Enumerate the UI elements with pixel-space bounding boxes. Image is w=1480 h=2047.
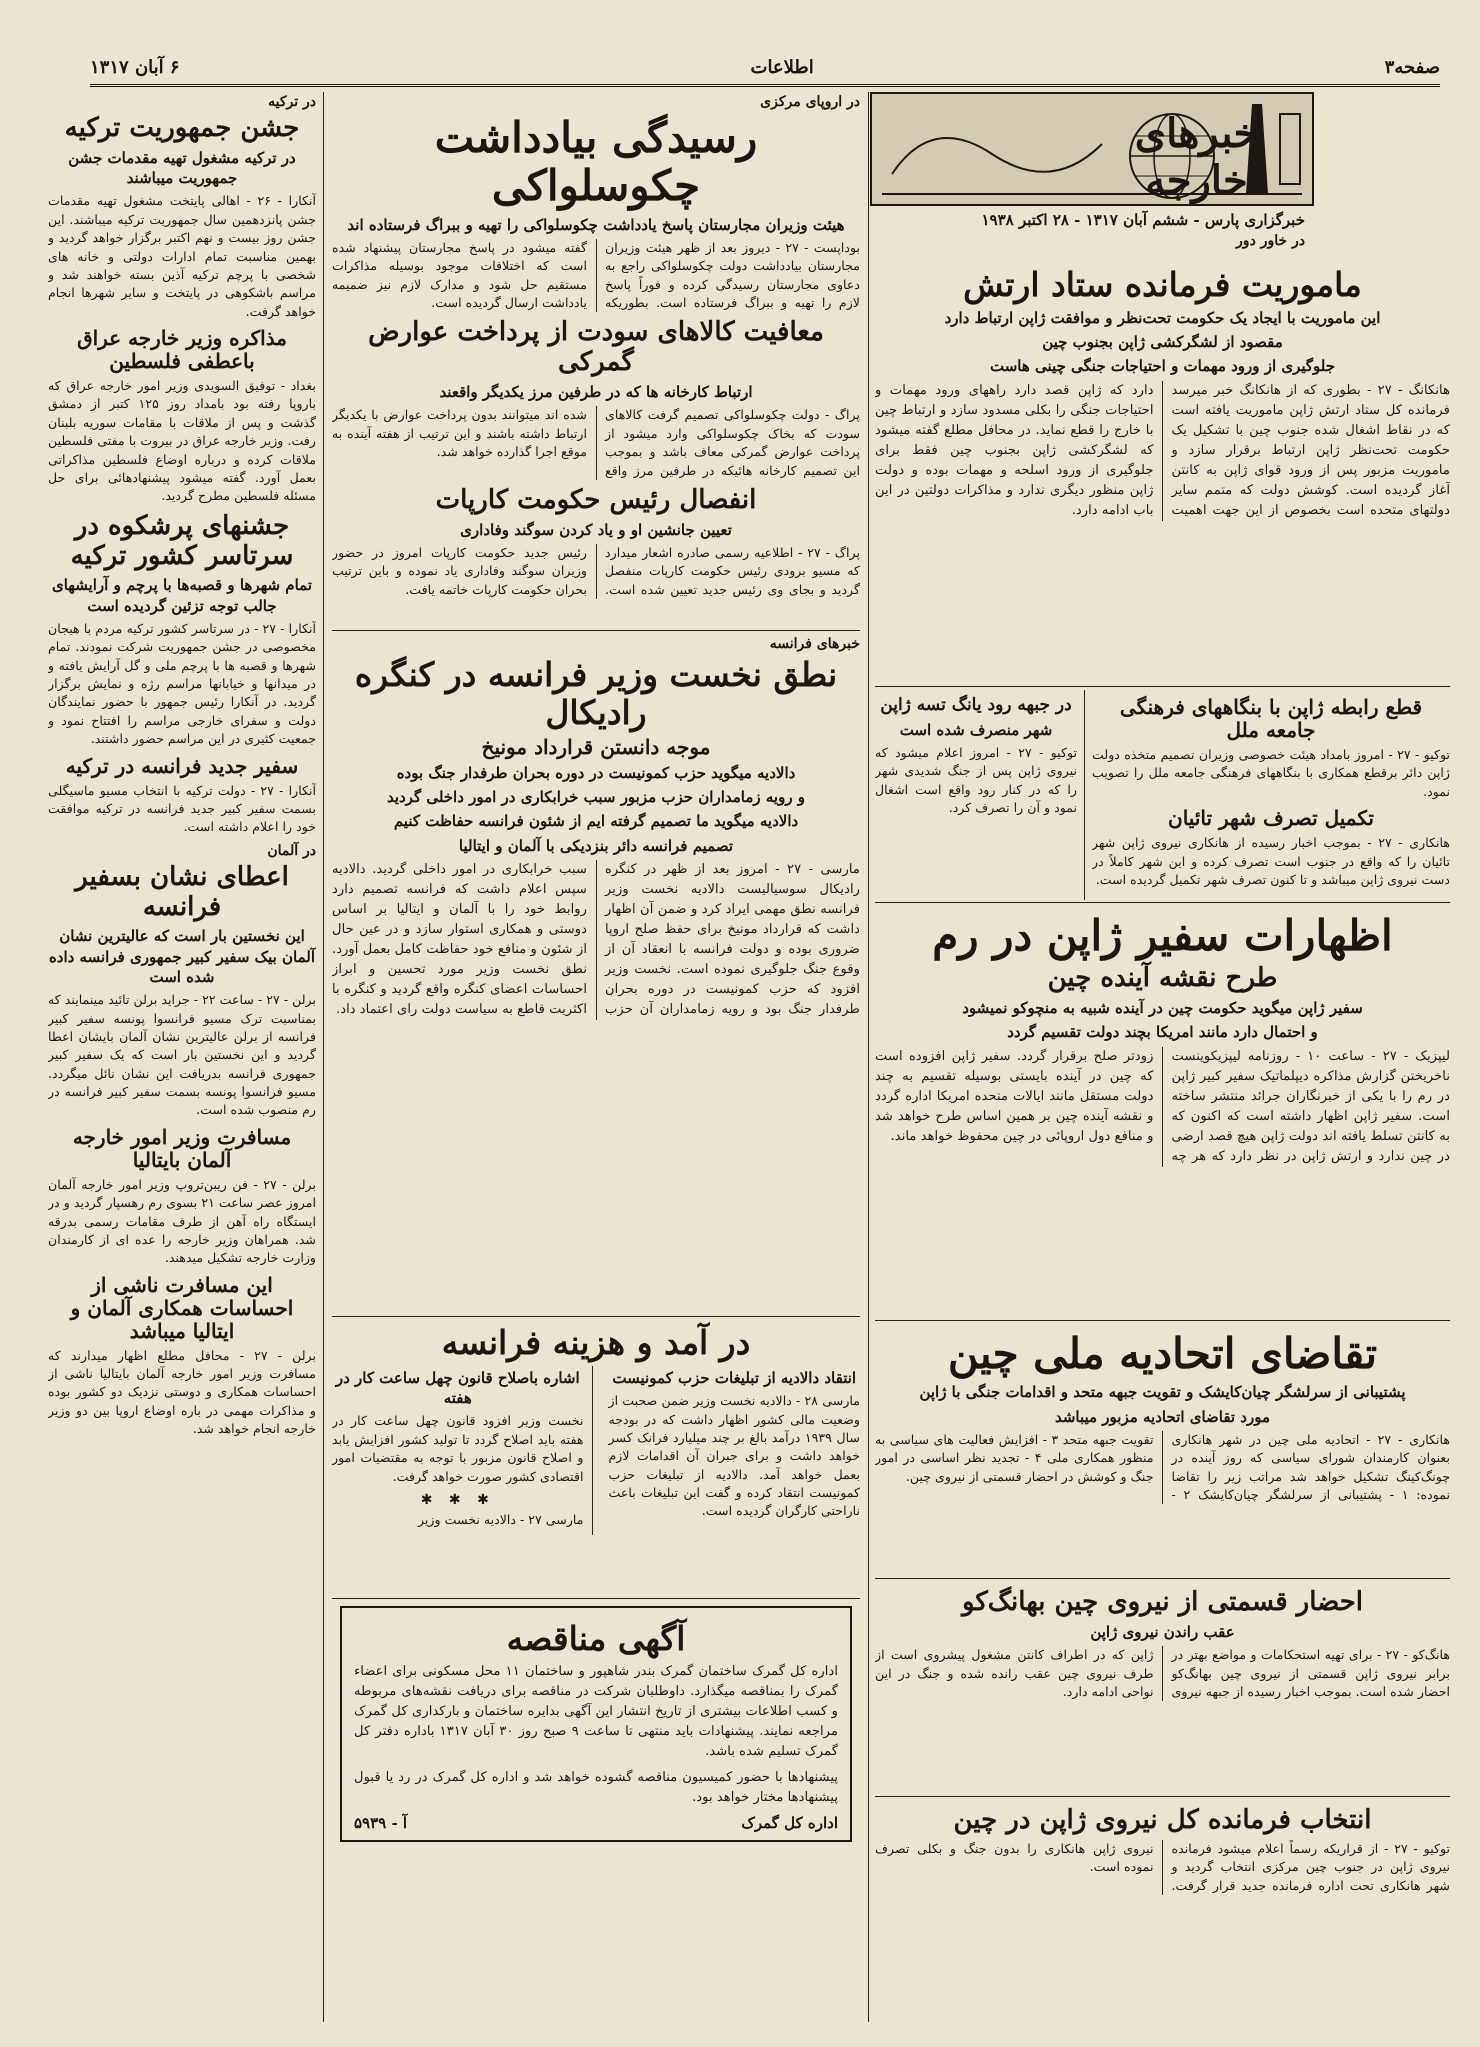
newspaper-name: اطلاعات — [750, 56, 814, 78]
section-kicker: در ترکیه — [268, 94, 316, 110]
headline: مذاکره وزیر خارجه عراق باعطفی فلسطین — [77, 326, 287, 374]
article-body: برلن - ۲۷ - فن ریبن‌تروپ وزیر امور خارجه آلمان امروز عصر ساعت ۲۱ بسوی رم رهسپار گردید و در ایستگاه راه آهن از طرف مقامات رسمی بدرقه شد. همراهان وزیر خارجه را عده ای از کارمندان وزارت خارجه تشکیل میدهند. — [48, 1176, 316, 1266]
headline: اعطای نشان بسفیر فرانسه — [75, 861, 289, 922]
central-europe-section — [332, 92, 860, 612]
column-rule — [323, 92, 324, 2022]
headline: تقاضای اتحادیه ملی چین — [947, 1329, 1378, 1378]
article-body: آنکارا - ۲۷ - در سرتاسر کشور ترکیه مردم با هیجان مخصوصی در جشن جمهوریت شرکت نمودند. تمام شهرها و قصبه ها با پرچم ملی و گل آرایش یافته و در میدانها و خیابانها مراسم رژه و نمایش برگزار گردید. در آنکارا رئیس جمهور با حضور نمایندگان دولت و سفرای خارجی مراسم را افتتاح نمود و جمعیت کثیری در این مراسم حضور داشتند. — [48, 620, 316, 747]
column-rule — [1084, 690, 1085, 900]
article-body: بغداد - توفیق السویدی وزیر امور خارجه عراق که باروپا رفته بود بامداد روز ۱۲۵ کتبر از دمشق گذشت و پس از ملاقات با مقامات سوریه بلبنان رفت. وزیر خارجه عراق در بیروت با مفتی فلسطین ملاقات کرده و درباره اوضاع فلسطین مذاکراتی بعمل آورد. گفته میشود پیشنهادهائی برای حل مسئله فلسطین مطرح گردید. — [48, 378, 316, 504]
section-rule — [875, 1320, 1450, 1321]
subhead: تصمیم فرانسه دائر بنزدیکی با آلمان و ایتالیا — [458, 836, 734, 855]
section-rule — [332, 1316, 860, 1317]
article-withdrawal — [875, 1584, 1450, 1794]
section-rule — [875, 1578, 1450, 1579]
headline: رسیدگی بیادداشت چکوسلواکی — [434, 113, 758, 211]
article-body: پراگ - دولت چکوسلواکی تصمیم گرفت کالاهای سودت که بخاک چکوسلواکی وارد میشود از پرداخت عوارض گمرکی معاف باشد و بموجب این تصمیم کارخانه هائیکه در طرفین مرز واقع شده اند میتوانند بدون پرداخت عوارض با یکدیگر ارتباط داشته باشند و این ترتیب از هفته آینده به موقع اجرا گذارده خواهد شد. — [332, 407, 860, 478]
left-column — [48, 92, 316, 2022]
section-rule — [332, 1598, 860, 1599]
section-kicker: خبرهای فرانسه — [769, 636, 860, 652]
subhead: جلوگیری از ورود مهمات و احتیاجات جنگی چینی هاست — [989, 357, 1336, 376]
article-body: توکیو - ۲۷ - امروز بامداد هیئت خصوصی وزیران تصمیم متخذه دولت ژاپن دائر برقطع همکاری با بنگاههای فرهنگی جامعه ملل را تصویب نمود. — [1092, 747, 1450, 799]
headline: تکمیل تصرف شهر تائیان — [1168, 806, 1374, 831]
headline: آگهی مناقصه — [506, 1619, 686, 1658]
section-rule — [875, 1796, 1450, 1797]
subhead: هیئت وزیران مجارستان پاسخ یادداشت چکوسلواکی را تهیه و ببراگ فرستاده اند — [347, 215, 845, 234]
foreign-news-title: خبرهای خارجه — [1134, 110, 1259, 204]
subhead: و رویه زمامداران حزب مزبور سبب خرابکاری در امور داخلی گردید — [386, 788, 806, 807]
headline: در آمد و هزینه فرانسه — [441, 1323, 751, 1362]
subhead: شهر منصرف شده است — [899, 720, 1053, 739]
issue-date: ۶ آبان ۱۳۱۷ — [90, 56, 180, 78]
column-rule — [868, 92, 869, 2022]
headline: انفصال رئیس حکومت کارپات — [435, 484, 757, 515]
subhead: عقب راندن نیروی ژاپن — [1090, 1622, 1235, 1641]
subhead: انتقاد دالادیه از تبلیغات حزب کمونیست — [612, 1368, 857, 1387]
subhead: و احتمال دارد مانند امریکا بچند دولت تقسیم گردد — [1007, 1023, 1318, 1042]
article-body: بوداپست - ۲۷ - دیروز بعد از ظهر هیئت وزیران مجارستان بیادداشت دولت چکوسلواکی راجع به دعاوی مجارستان رسیدگی کرده و فوراً پاسخ لازم را تهیه و ببراگ فرستاده است. بطوریکه گفته میشود در پاسخ مجارستان پیشنهاد شده است که اختلافات موجود بوسیله مذاکرات مستقیم حل شود و مدارک لازم نیز ضمیمه یادداشت ارسال گردیده است. — [332, 239, 860, 310]
article-france-speech — [332, 634, 860, 1294]
headline: سفیر جدید فرانسه در ترکیه — [65, 753, 299, 778]
section-rule — [875, 686, 1450, 687]
headline: انتخاب فرمانده کل نیروی ژاپن در چین — [953, 1805, 1372, 1835]
dateline: مارسی ۲۷ - دالادیه نخست وزیر — [417, 1511, 584, 1527]
subhead: ارتباط کارخانه ها که در طرفین مرز یکدیگر واقعند — [439, 383, 753, 402]
headline: مسافرت وزیر امور خارجه آلمان بایتالیا — [72, 1124, 292, 1172]
subhead: مقصود از لشگرکشی ژاپن بجنوب چین — [1042, 333, 1283, 352]
article-body: توکیو - ۲۷ - امروز اعلام میشود که نیروی ژاپن پس از جنگ شدیدی شهر را که در کنار رود واقع است اشغال نمود و آن را تصرف کرد. — [875, 744, 1077, 815]
subhead: سفیر ژاپن میگوید حکومت چین در آینده شبیه به منچوکو نمیشود — [962, 999, 1363, 1018]
ad-body: پیشنهادها با حضور کمیسیون مناقصه گشوده خواهد شد و اداره کل گمرک در رد یا قبول پیشنهادها مختار خواهد بود. — [354, 1770, 838, 1806]
separator-stars: ✱ ✱ ✱ — [420, 1491, 495, 1508]
article-commander — [875, 1802, 1450, 2022]
headline: احضار قسمتی از نیروی چین بهانگ‌کو — [961, 1587, 1364, 1617]
article-body: هانکاری - ۲۷ - اتحادیه ملی چین در شهر هانکاری بعنوان کارمندان شورای سیاسی که روز آینده در چونگ‌کینگ تشکیل خواهد شد مراتب زیر را تقاضا نموده: ۱ - پشتیبانی از سرلشگر چیان‌کایشک ۲ - تقویت جبهه متحد ۳ - افزایش فعالیت های سیاسی به منظور همکاری ملی ۴ - تجدید نظر اساسی در امور جنگ و کوشش در احضار قسمتی از نیروی چین. — [875, 1431, 1450, 1502]
article-body: هانکاری - ۲۷ - بموجب اخبار رسیده از هانکاری نیروی ژاپن شهر تائیان را که واقع در جنوب است تصرف کرده و این شهر کاملاً در دست نیروی ژاپن میباشد و تا کنون تصرف شهر تکمیل گردیده است. — [1092, 835, 1450, 887]
ad-footer — [354, 1814, 838, 1832]
article-body: توکیو - ۲۷ - از قراریکه رسماً اعلام میشود فرمانده نیروی ژاپن در جنوب چین مرکزی انتخاب گردید و شهر هانکاری تحت اداره فرمانده جدید قرار گرفت. نیروی ژاپن هانکاری را بدون جنگ و بکلی تصرف نموده است. — [875, 1840, 1450, 1893]
article-body: برلن - ۲۷ - ساعت ۲۲ - جراید برلن تائید مینمایند که بمناسبت ترک مسیو فرانسوا پونسه سفیر کبیر فرانسه از برلن عالیترین نشان آلمان بایشان اعطا گردید و این نخستین بار است که یک سفیر کبیر جمهوری فرانسه بدریافت این نشان نائل میگردد. مسیو فرانسوا پونسه بسمت سفیر کبیر فرانسه در رم منصوب شده است. — [48, 992, 316, 1118]
article-body: آنکارا - ۲۷ - دولت ترکیه با انتخاب مسیو ماسیگلی بسمت سفیر کبیر جدید فرانسه در ترکیه موافقت خود را اعلام داشته است. — [48, 782, 316, 835]
article-unity — [875, 1326, 1450, 1576]
subhead: دالادیه میگوید ما تصمیم گرفته ایم از شئون فرانسه حفاظت کنیم — [393, 812, 799, 831]
article-body: هانکانگ - ۲۷ - بطوری که از هانکانگ خبر میرسد فرمانده کل ستاد ارتش ژاپن ماموریت یافته است که در نقاط اشغال شده جنوب چین با تشکیل یک حکومت تحت‌نظر ژاپن ارتباط برقرار سازد و ماموریت مزبور پس از ورود قوای ژاپن به کانتن آغاز گردیده است. کوشش دولت که متمم سایر دولتهای متحده است بخصوص از این جهت اهمیت دارد که ژاپن قصد دارد راههای ورود مهمات و احتیاجات جنگی را بکلی مسدود سازد و ارتباط چین با خارج را قطع نماید. در محافل مطلع گفته میشود که لشگرکشی ژاپن بجنوب چین فقط برای جلوگیری از ورود اسلحه و مهمات بوده و دولت ژاپن منظور دیگری ندارد و مذاکرات دولتین در این باب ادامه دارد. — [875, 382, 1450, 519]
subhead: طرح نقشه آینده چین — [1047, 963, 1278, 994]
article-body: لیپزیک - ۲۷ - ساعت ۱۰ - روزنامه لیپزیکوینست ناخریختن گزارش مذاکره دیپلماتیک سفیر کبیر ژاپن در رم را با یکی از خبرنگاران جرائد منتشر ساخته است. سفیر ژاپن اظهار داشته است که اکنون که به کانتن تسلط یافته اند دولت ژاپن هیچ قصد ارضی در چین ندارد و ارتش ژاپن در نظر دارد که هر چه زودتر صلح برقرار گردد. سفیر ژاپن افزوده است که چین در آینده بایستی بوسیله تقسیم به چند دولت مستقل مانند ایالات متحده امریکا اداره گردد و نقشه آینده چین بر همین اساس طرح خواهد شد و منافع دول اروپائی در چین محفوظ خواهد ماند. — [875, 1048, 1450, 1164]
article-body: پراگ - ۲۷ - اطلاعیه رسمی صادره اشعار میدارد که مسیو برودی رئیس حکومت کارپات منفصل گردید و بجای وی رئیس جدید تعیین شده است. رئیس جدید حکومت کارپات امروز در حضور وزیران سوگند وفاداری یاد نموده و باین ترتیب بحران حکومت کارپات خاتمه یافت. — [332, 545, 860, 597]
subhead: موجه دانستن قرارداد مونیخ — [481, 734, 711, 759]
headline: جشن جمهوریت ترکیه — [64, 113, 300, 143]
article-body: نخست وزیر افزود قانون چهل ساعت کار در هفته باید اصلاح گردد تا تولید کشور افزایش یابد و اصلاح قانون مزبور با توجه به مقتضیات امور اقتصادی کشور صورت خواهد گرفت. — [332, 1413, 584, 1484]
revenue-columns — [332, 1366, 860, 1535]
subhead: دالادیه میگوید حزب کمونیست در دوره بحران طرفدار جنگ بوده — [396, 763, 796, 782]
section-kicker: در اروپای مرکزی — [760, 94, 860, 110]
headline: نطق نخست وزیر فرانسه در کنگره رادیکال — [354, 655, 838, 732]
article-body: هانگ‌کو - ۲۷ - برای تهیه استحکامات و مواضع بهتر در برابر نیروی ژاپن قسمتی از نیروی چین بهانگ‌کو احضار شده است. بموجب اخبار رسیده از جبهه نیروی ژاپن که در اطراف کانتن مشغول پیشروی است از طرف نیروی چین عقب رانده شده و جنگ در این نواحی ادامه دارد. — [875, 1647, 1450, 1699]
headline: معافیت کالاهای سودت از پرداخت عوارض گمرکی — [368, 317, 824, 378]
headline: جشنهای پرشکوه در سرتاسر کشور ترکیه — [70, 510, 294, 571]
headline: اظهارات سفیر ژاپن در رم — [932, 911, 1393, 960]
article-ambassador — [875, 908, 1450, 1318]
article-body: برلن - ۲۷ - محافل مطلع اظهار میدارند که مسافرت وزیر امور خارجه آلمان بایتالیا ناشی از احساسات همکاری و دوستی نزدیک دو کشور بوده و مذاکرات مهمی در باره اوضاع اروپا بین دو وزیر خارجه انجام خواهد شد. — [48, 1347, 316, 1437]
headline: قطع رابطه ژاپن با بنگاههای فرهنگی جامعه ملل — [1119, 695, 1423, 742]
article-body: آنکارا - ۲۶ - اهالی پایتخت مشغول تهیه مقدمات جشن پانزدهمین سال جمهوریت ترکیه میباشند. این جشن روز بیست و نهم اکتبر برگزار خواهد گردید و بهمین مناسبت تمام ادارات دولتی و خانه های شخصی با پرچم ترکیه آذین بسته خواهند شد و مراسم باشکوهی در پایتخت و سایر شهرها انجام خواهد گرفت. — [48, 193, 316, 319]
section-rule — [875, 902, 1450, 903]
section-rule — [332, 630, 860, 631]
article-france-revenue — [332, 1320, 860, 1595]
ad-reference: آ - ۵۹۳۹ — [354, 1814, 408, 1833]
article-body: مارسی ۲۸ - دالادیه نخست وزیر ضمن صحبت از وضعیت مالی کشور اظهار داشت که در بودجه سال ۱۹۳۹ درآمد بالغ بر چند میلیارد فرانک کسر خواهد داشت و برای جبران آن اقدامات لازم بعمل خواهد آمد. دالادیه از تبلیغات حزب کمونیست انتقاد کرده و گفت این تبلیغات باعث ناراحتی کارگران گردیده است. — [608, 1393, 860, 1519]
article-cultural — [1092, 692, 1450, 902]
subhead: این نخستین بار است که عالیترین نشان آلمان بیک سفیر کبیر جمهوری فرانسه داده شده است — [48, 927, 316, 986]
revenue-column — [332, 1366, 593, 1535]
ad-signature: اداره کل گمرک — [741, 1814, 838, 1833]
subhead: مورد تقاضای اتحادیه مزبور میباشد — [1054, 1407, 1271, 1426]
region-label: در خاور دور — [1236, 233, 1305, 249]
revenue-column — [609, 1366, 861, 1535]
article-hankow — [875, 692, 1077, 902]
ad-box — [340, 1606, 852, 1842]
article-body: مارسی - ۲۷ - امروز بعد از ظهر در کنگره رادیکال سوسیالیست دالادیه نخست وزیر فرانسه نطق مهمی ایراد کرد و ضمن آن اظهار داشت که قرارداد مونیخ برای حفظ صلح اروپا ضروری بوده و دولت فرانسه با انعقاد آن از وقوع جنگ جلوگیری نموده است. نخست وزیر افزود که حزب کمونیست در دوره بحران طرفدار جنگ بود و رویه زمامداران آن حزب سبب خرابکاری در امور داخلی گردید. دالادیه سپس اعلام داشت که فرانسه تصمیم دارد روابط خود را با آلمان و ایتالیا بر اساس دوستی و همکاری استوار سازد و در عین حال از شئون و منافع خود حفاظت کامل بعمل آورد. نطق نخست وزیر مورد تحسین و ابراز احساسات اعضای کنگره واقع گردید و کنگره با اکثریت قاطع به سیاست دولت رای اعتماد داد. — [332, 861, 860, 1018]
subhead: تمام شهرها و قصبه‌ها با پرچم و آرایشهای جالب توجه تزئین گردیده است — [51, 576, 313, 615]
headline: این مسافرت ناشی از احساسات همکاری آلمان و ایتالیا میباشد — [70, 1272, 294, 1343]
subhead: در ترکیه مشغول تهیه مقدمات جشن جمهوریت میباشند — [68, 148, 296, 188]
subhead: این ماموریت با ایجاد یک حکومت تحت‌نظر و موافقت ژاپن ارتباط دارد — [944, 308, 1381, 327]
subhead: تعیین جانشین او و یاد کردن سوگند وفاداری — [460, 520, 732, 539]
article-mission — [875, 262, 1450, 682]
ad-body: اداره کل گمرک ساختمان گمرک بندر شاهپور و ساختمان ۱۱ محل مسکونی برای اعضاء گمرک را بمناقصه میگذارد. داوطلبان شرکت در مناقصه برای دریافت نقشه‌های مربوطه و کسب اطلاعات بیشتری از تاریخ انتشار این آگهی بدایره ساختمان و بارکداری کل گمرک مراجعه نمایند. پیشنهادات باید منتهی تا ساعت ۹ صبح روز ۳۰ آبان ۱۳۱۷ باداره دفتر کل گمرک تسلیم شده باشد. — [354, 1663, 839, 1760]
section-kicker: در آلمان — [267, 842, 316, 859]
tender-advertisement — [340, 1606, 852, 2022]
page-number: صفحه۳ — [1384, 56, 1440, 78]
subhead: اشاره باصلاح قانون چهل ساعت کار در هفته — [335, 1368, 580, 1408]
headline: در جبهه رود یانگ تسه ژاپن — [880, 695, 1072, 715]
headline: ماموریت فرمانده ستاد ارتش — [963, 265, 1362, 304]
subhead: پشتیبانی از سرلشگر چیان‌کایشک و تقویت جبهه متحد و اقدامات جنگی با ژاپن — [919, 1383, 1406, 1402]
masthead — [90, 50, 1440, 87]
agency-line: خبرگزاری پارس - ششم آبان ۱۳۱۷ - ۲۸ اکتبر ۱۹۳۸ — [981, 211, 1305, 229]
